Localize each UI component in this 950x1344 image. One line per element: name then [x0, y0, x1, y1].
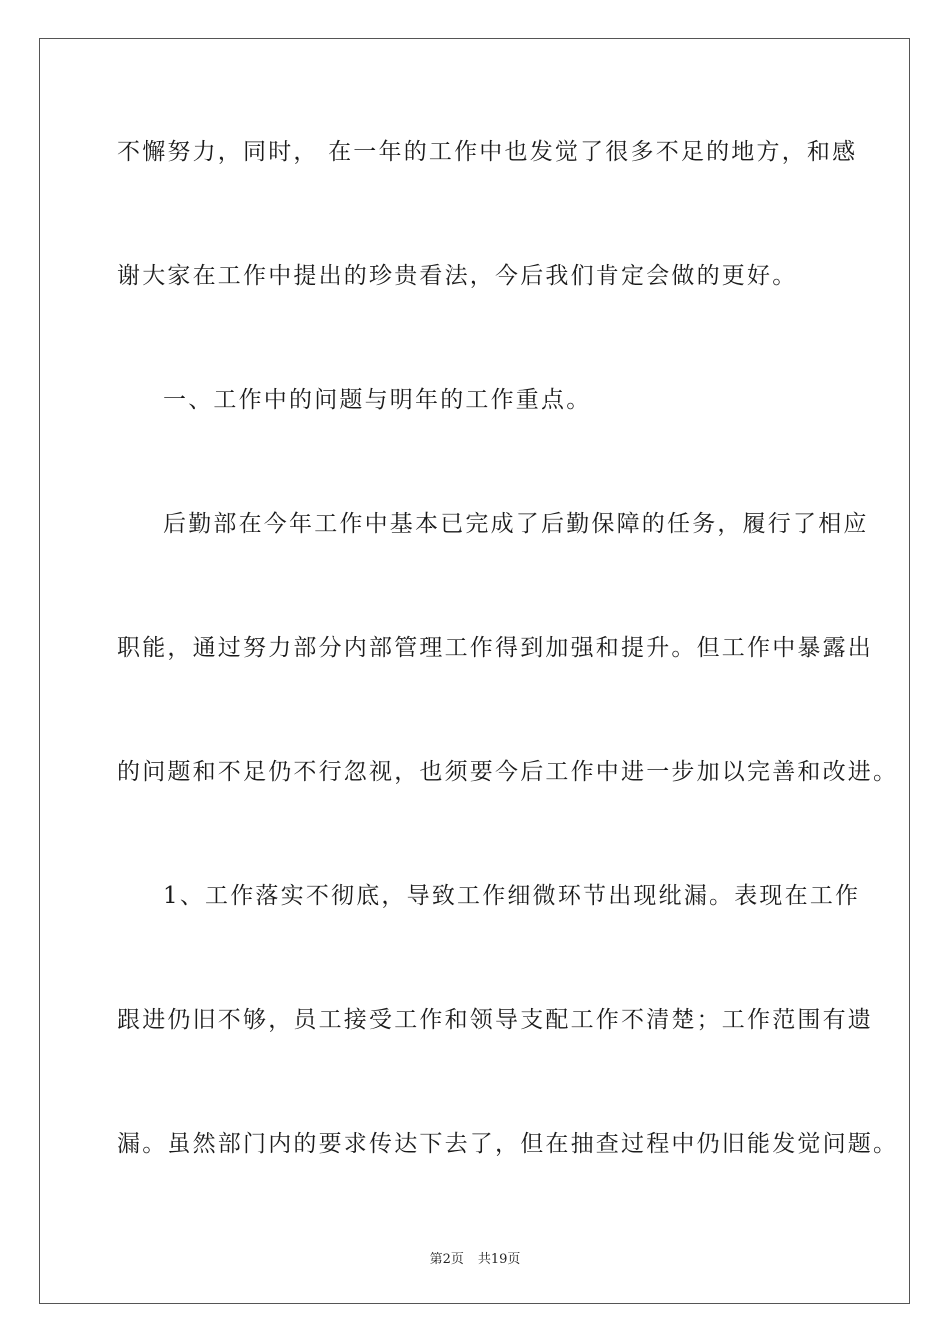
page-footer [0, 1248, 950, 1267]
body-line-5: 职能，通过努力部分内部管理工作得到加强和提升。但工作中暴露出 [117, 635, 873, 661]
page-number: 第2页 [429, 1252, 464, 1267]
body-line-2: 谢大家在工作中提出的珍贵看法，今后我们肯定会做的更好。 [117, 263, 798, 289]
body-line-6: 的问题和不足仍不行忽视，也须要今后工作中进一步加以完善和改进。 [117, 759, 899, 785]
body-line-1: 不懈努力，同时， 在一年的工作中也发觉了很多不足的地方，和感 [117, 139, 858, 165]
body-line-9: 漏。虽然部门内的要求传达下去了，但在抽查过程中仍旧能发觉问题。 [117, 1131, 899, 1157]
body-line-4: 后勤部在今年工作中基本已完成了后勤保障的任务，履行了相应 [163, 511, 869, 537]
page-total: 共19页 [477, 1252, 521, 1267]
page-border [39, 38, 910, 1304]
section-heading: 一、工作中的问题与明年的工作重点。 [163, 387, 592, 413]
body-line-7: 1、工作落实不彻底，导致工作细微环节出现纰漏。表现在工作 [163, 883, 861, 909]
body-line-8: 跟进仍旧不够，员工接受工作和领导支配工作不清楚；工作范围有遗 [117, 1007, 873, 1033]
